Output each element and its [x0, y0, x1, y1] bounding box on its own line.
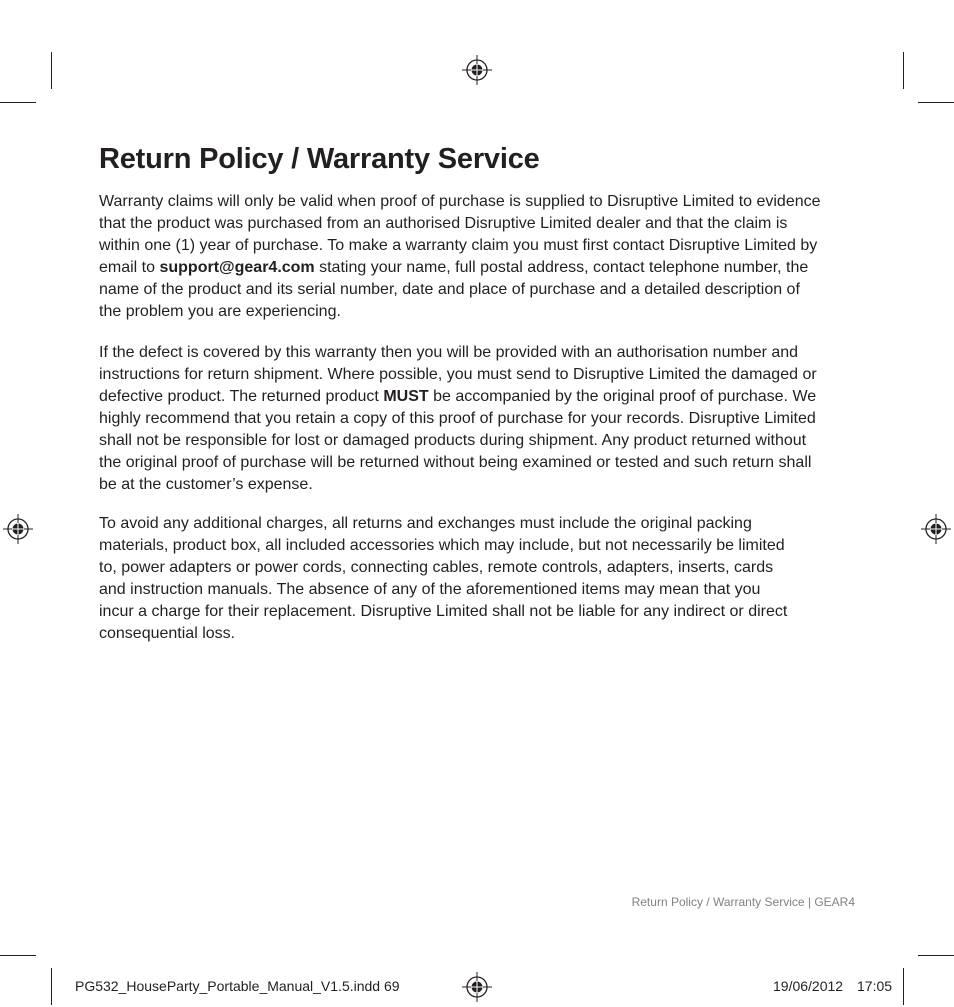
registration-mark-icon	[3, 514, 33, 544]
paragraph-line: name of the product and its serial number, date and place of purchase and a detailed description of	[99, 281, 800, 298]
paragraph-line: shall not be responsible for lost or damaged products during shipment. Any product returned without	[99, 432, 807, 449]
print-slug-filename: PG532_HouseParty_Portable_Manual_V1.5.indd 69	[75, 978, 400, 994]
print-slug-time: 17:05	[857, 978, 893, 994]
paragraph-line: and instruction manuals. The absence of any of the aforementioned items may mean that you	[99, 581, 761, 598]
crop-mark-bottom-right-vertical	[903, 968, 904, 1005]
page-title: Return Policy / Warranty Service	[99, 143, 540, 175]
registration-mark-icon	[921, 514, 951, 544]
must-trail-text: be accompanied by the original proof of purchase. We	[428, 388, 817, 405]
paragraph-line: to, power adapters or power cords, connecting cables, remote controls, adapters, inserts, cards	[99, 559, 774, 576]
crop-mark-bottom-left-vertical	[51, 968, 52, 1005]
paragraph-line: the original proof of purchase will be returned without being examined or tested and such return shall	[99, 454, 812, 471]
registration-mark-icon	[462, 972, 492, 1002]
support-email-link[interactable]: support@gear4.com	[159, 259, 315, 276]
paragraph-line: be at the customer’s expense.	[99, 476, 313, 493]
crop-mark-top-right-vertical	[903, 52, 904, 89]
must-lead-text: defective product. The returned product	[99, 388, 384, 405]
registration-mark-icon	[462, 55, 492, 85]
crop-mark-bottom-right-horizontal	[918, 955, 954, 956]
paragraph-proof-of-purchase	[99, 191, 859, 323]
crop-mark-top-left-vertical	[51, 52, 52, 89]
paragraph-line: materials, product box, all included accessories which may include, but not necessarily be limited	[99, 537, 785, 554]
paragraph-line	[99, 257, 859, 279]
paragraph-line: that the product was purchased from an authorised Disruptive Limited dealer and that the claim is	[99, 215, 788, 232]
crop-mark-bottom-left-horizontal	[0, 955, 36, 956]
paragraph-additional-charges	[99, 513, 859, 645]
paragraph-line: incur a charge for their replacement. Disruptive Limited shall not be liable for any indirect or direct	[99, 603, 788, 620]
running-footer: Return Policy / Warranty Service | GEAR4	[631, 895, 855, 909]
paragraph-line: within one (1) year of purchase. To make a warranty claim you must first contact Disruptive Limited by	[99, 237, 818, 254]
paragraph-line: If the defect is covered by this warranty then you will be provided with an authorisation number and	[99, 344, 799, 361]
crop-mark-top-left-horizontal	[0, 102, 36, 103]
paragraph-line	[99, 386, 859, 408]
print-slug-date: 19/06/2012	[773, 978, 844, 994]
paragraph-line: the problem you are experiencing.	[99, 303, 341, 320]
paragraph-line: instructions for return shipment. Where possible, you must send to Disruptive Limited the damaged or	[99, 366, 817, 383]
email-trail-text: stating your name, full postal address, contact telephone number, the	[314, 259, 809, 276]
must-emphasis: MUST	[383, 388, 429, 405]
email-lead-text: email to	[99, 259, 160, 276]
paragraph-line: To avoid any additional charges, all returns and exchanges must include the original packing	[99, 515, 752, 532]
paragraph-line: highly recommend that you retain a copy of this proof of purchase for your records. Disruptive Limited	[99, 410, 816, 427]
crop-mark-top-right-horizontal	[918, 102, 954, 103]
paragraph-line: Warranty claims will only be valid when proof of purchase is supplied to Disruptive Limited to evidence	[99, 193, 821, 210]
paragraph-line: consequential loss.	[99, 625, 236, 642]
paragraph-return-shipment	[99, 342, 859, 496]
